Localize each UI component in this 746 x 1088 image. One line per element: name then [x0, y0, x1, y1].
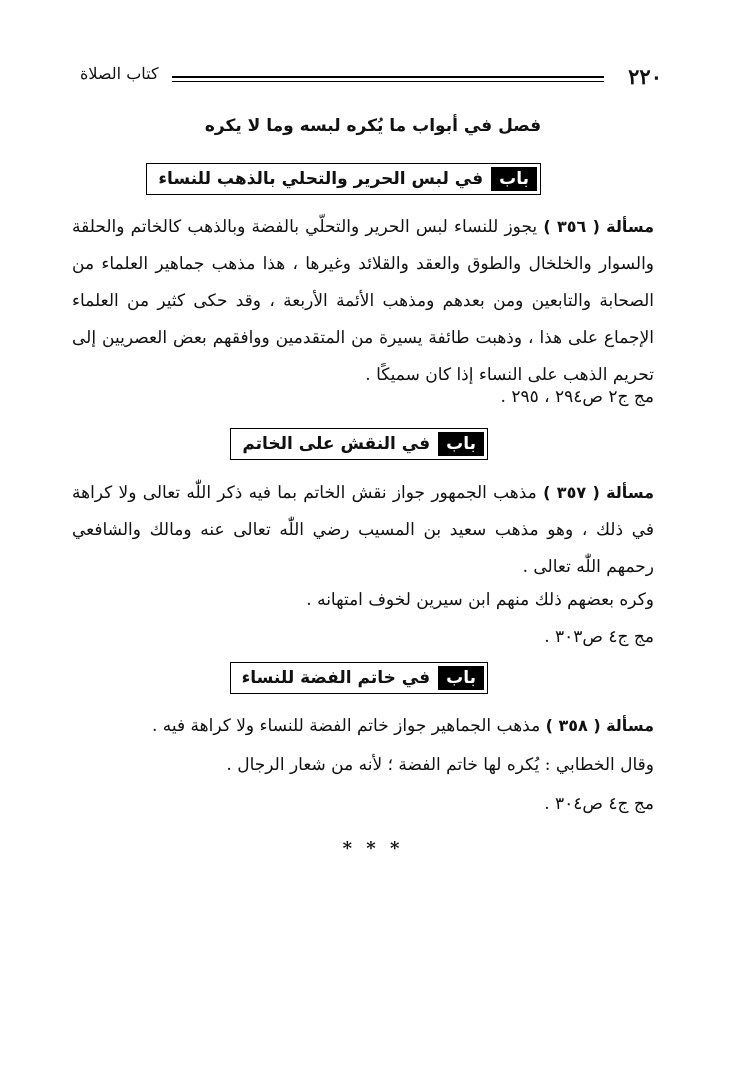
- masala-text: مذهب الجمهور جواز نقش الخاتم بما فيه ذكر اللّٰه تعالى ولا كراهة في ذلك ، وهو مذهب سعيد بن المسيب رضي اللّٰه تعالى عنه ومالك والشافعي رحمهم اللّٰه تعالى .: [72, 483, 654, 577]
- reference-357: مج ج٤ ص٣٠٣ .: [544, 627, 654, 647]
- masala-356-paragraph: [72, 208, 654, 394]
- bab-label: باب: [491, 167, 537, 191]
- masala-357-extra: وكره بعضهم ذلك منهم ابن سيرين لخوف امتهانه .: [306, 590, 654, 610]
- masala-text: مذهب الجماهير جواز خاتم الفضة للنساء ولا كراهة فيه .: [151, 716, 541, 736]
- bab-label: باب: [438, 432, 484, 456]
- bab-title: في النقش على الخاتم: [242, 434, 431, 454]
- masala-358-extra: وقال الخطابي : يُكره لها خاتم الفضة ؛ لأنه من شعار الرجال .: [226, 755, 654, 775]
- header-rule: [172, 76, 604, 78]
- bab-heading-silk-gold: [146, 163, 541, 195]
- bab-heading-ring-engraving: [230, 428, 488, 460]
- header-rule-thin: [172, 81, 604, 82]
- bab-title: في لبس الحرير والتحلي بالذهب للنساء: [158, 169, 484, 189]
- masala-number: ( ٣٥٧ ): [543, 483, 600, 502]
- masala-number: ( ٣٥٨ ): [545, 716, 601, 735]
- bab-label: باب: [438, 666, 484, 690]
- end-mark: * * *: [342, 838, 404, 859]
- masala-label: مسألة: [606, 716, 654, 735]
- running-header: [80, 64, 662, 90]
- masala-label: مسألة: [606, 483, 654, 502]
- bab-heading-silver-ring: [230, 662, 488, 694]
- masala-text: يجوز للنساء لبس الحرير والتحلّي بالفضة وبالذهب كالخاتم والحلقة والسوار والخلخال والطوق والعقد والقلائد وغيرها ، هذا مذهب جماهير العلماء من الصحابة والتابعين ومن بعدهم ومذهب الأئمة الأربعة ، وقد حكى كثير من العلماء الإجماع على هذا ، وذهبت طائفة يسيرة من المتقدمين ووافقهم بعض العصريين إلى تحريم الذهب على النساء إذا كان سميكًا .: [72, 217, 654, 385]
- reference-358: مج ج٤ ص٣٠٤ .: [544, 794, 654, 814]
- book-title: كتاب الصلاة: [80, 64, 159, 83]
- chapter-title: فصل في أبواب ما يُكره لبسه وما لا يكره: [204, 116, 542, 136]
- reference-356: مج ج٢ ص٢٩٤ ، ٢٩٥ .: [500, 387, 654, 407]
- masala-358-paragraph: [152, 716, 654, 736]
- page-number: ٢٢٠: [628, 64, 662, 89]
- bab-title: في خاتم الفضة للنساء: [241, 668, 431, 688]
- masala-357-paragraph: [72, 474, 654, 586]
- masala-number: ( ٣٥٦ ): [543, 217, 600, 236]
- masala-label: مسألة: [606, 217, 655, 236]
